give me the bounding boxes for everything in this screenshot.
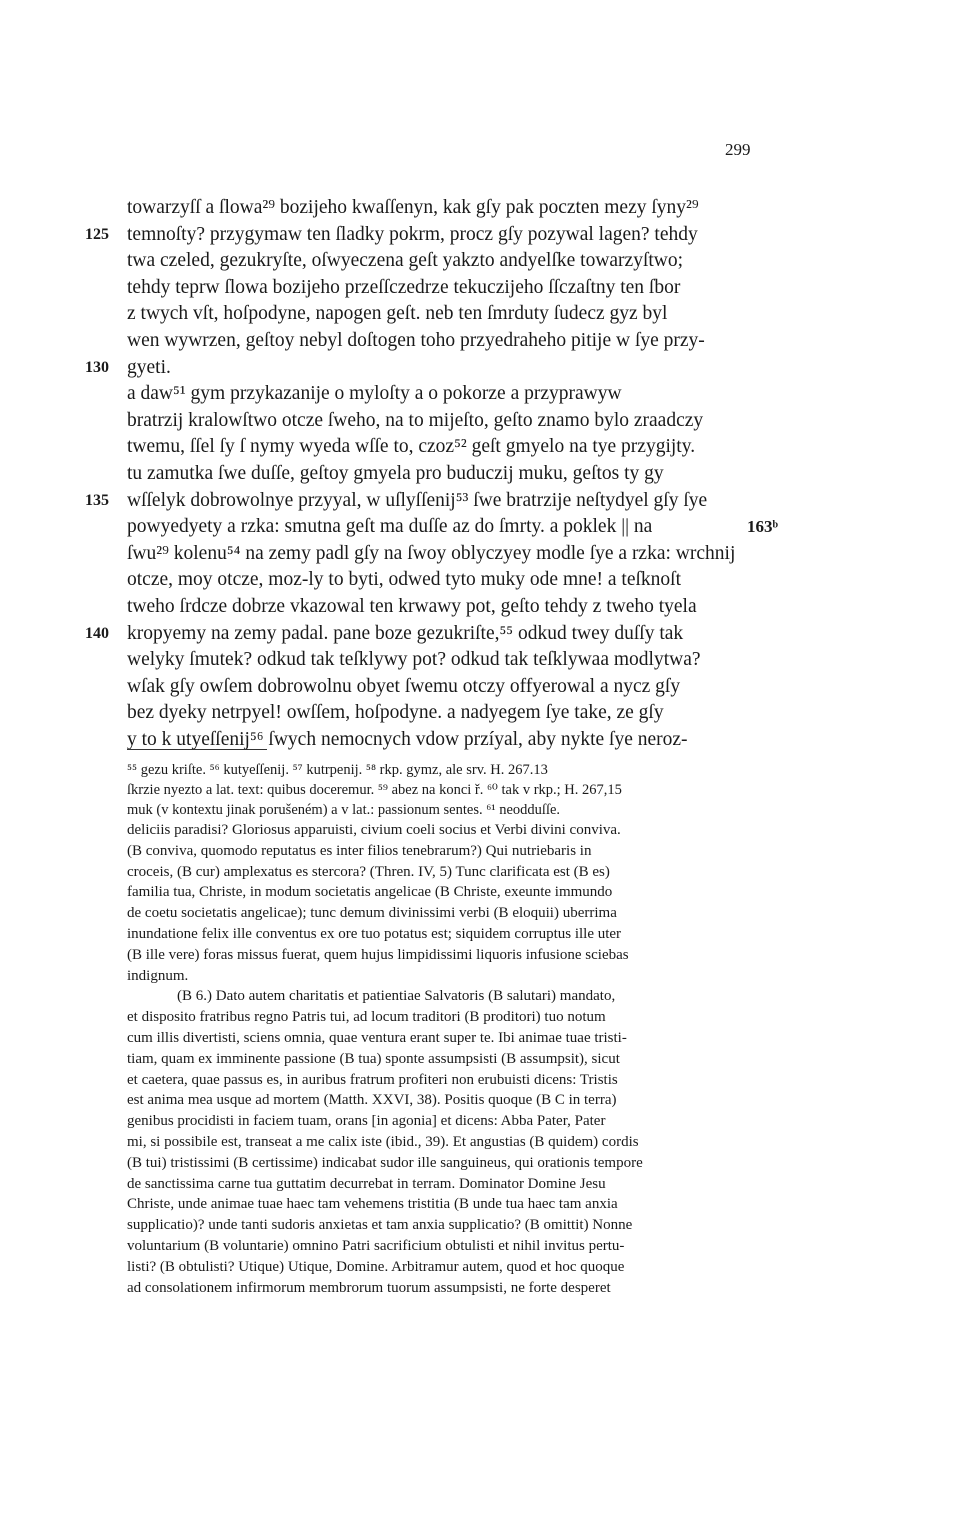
line-text: tehdy teprw ſlowa bozijeho przeſſczedrze tekuczijeho ſſczaſtny ten ſbor [127,276,681,298]
line-text: bratrzij kralowſtwo otcze ſweho, na to mijeſto, geſto znamo bylo zraadczy [127,409,704,431]
text-line [85,621,747,648]
text-line [85,488,747,515]
commentary-line: supplicatio)? unde tanti sudoris anxietas et tam anxia supplicatio? (B omittit) Nonne [127,1217,633,1234]
commentary-line: indignum. [127,967,189,984]
line-text: gyeti. [127,356,171,378]
line-text: otcze, moy otcze, moz-ly to byti, odwed tyto muky ode mne! a teſknoſt [127,569,681,591]
line-text: bez dyeky netrpyel! owſſem, hoſpodyne. a nadyegem ſye take, ze gſy [127,702,664,724]
commentary-line: croceis, (B cur) amplexatus es stercora? (Thren. IV, 5) Tunc clarificata est (B es) [127,863,610,880]
line-text: powyedyety a rzka: smutna geſt ma duſſe az do ſmrty. a poklek || na [127,516,653,538]
line-text: tu zamutka ſwe duſſe, geſtoy gmyela pro buduczij muku, geſtos ty gy [127,462,664,484]
text-line [127,594,747,621]
folio-margin-note: 163ᵇ [747,517,779,537]
line-text: y to k utyeſſenij⁵⁶ ſwych nemocnych vdow przíyal, aby nykte ſye neroz- [127,728,688,750]
text-line [127,461,747,488]
commentary-line: et caetera, quae passus es, in auribus fratrum profiteri non erubuisti dicens: Tristis [127,1071,618,1088]
text-line [127,408,747,435]
text-line [85,355,747,382]
line-text: twemu, ſſel ſy ſ nymy wyeda wſſe to, czoz⁵² geſt gmyelo na tye przygijty. [127,436,696,458]
text-line [127,567,747,594]
line-text: wſſelyk dobrowolnye przyyal, w uſlyſſenij⁵³ ſwe bratrzije neſtydyel gſy ſye [127,489,708,511]
text-line [127,328,747,355]
footnote-line: muk (v kontextu jinak porušeném) a v lat.: passionum sentes. ⁶¹ neodduſſe. [127,802,561,818]
commentary-line: familia tua, Christe, in modum societatis angelicae (B Christe, exeunte immundo [127,884,613,901]
text-line [127,434,747,461]
line-number: 130 [85,358,109,376]
commentary-line: ad consolationem infirmorum membrorum tuorum assumpsisti, ne forte desperet [127,1279,611,1296]
line-text: tweho ſrdcze dobrze vkazowal ten krwawy pot, geſto tehdy z tweho tyela [127,595,697,617]
footnote-line: ſkrzie nyezto a lat. text: quibus doceremur. ⁵⁹ abez na konci ř. ⁶⁰ tak v rkp.; H. 267,15 [127,782,622,798]
line-number: 140 [85,624,109,642]
text-line [127,647,747,674]
line-text: wſak gſy owſem dobrowolnu obyet ſwemu otczy offyerowal a nycz gſy [127,675,681,697]
line-text: wen wywrzen, geſtoy nebyl doſtogen toho przyedraheho pitije w ſye przy- [127,329,705,351]
commentary-line: deliciis paradisi? Gloriosus apparuisti, civium coeli socius et Verbi divini conviva. [127,822,621,838]
text-line [85,222,747,249]
commentary-line: de sanctissima carne tua guttatim decurrebat in terram. Dominator Domine Jesu [127,1175,606,1192]
footnote-line: ⁵⁵ gezu kriſte. ⁵⁶ kutyeſſenij. ⁵⁷ kutrpenij. ⁵⁸ rkp. gymz, ale srv. H. 267.13 [127,762,548,778]
text-line [127,674,747,701]
commentary-line: est anima mea usque ad mortem (Matth. XXVI, 38). Positis quoque (B C in terra) [127,1092,617,1109]
commentary-line: (B 6.) Dato autem charitatis et patientiae Salvatoris (B salutari) mandato, [177,988,616,1005]
line-text: ſwu²⁹ kolenu⁵⁴ na zemy padl gſy na ſwoy oblyczyey modle ſye a rzka: wrchnij [127,542,736,564]
commentary-line: et disposito fratribus regno Patris tui, ad locum traditori (B proditori) tuo notum [127,1009,606,1026]
line-text: a daw⁵¹ gym przykazanije o myloſty a o pokorze a przyprawyw [127,383,622,405]
text-line [127,195,747,222]
text-line [127,275,747,302]
latin-commentary [127,820,742,1298]
line-text: temnoſty? przygymaw ten ſladky pokrm, procz gſy pozywal lagen? tehdy [127,223,698,245]
line-text: twa czeled, gezukryſte, oſwyeczena geſt yakzto andyelſke towarzyſtwo; [127,250,684,272]
text-line [127,514,779,541]
commentary-line: listi? (B obtulisti? Utique) Utique, Domine. Arbitramur autem, quod et hoc quoque [127,1258,625,1275]
text-line [127,301,747,328]
footnote-rule [127,749,267,750]
commentary-line: inundatione felix ille conventus ex ore tuo potatus est; siquidem corruptus ille uter [127,925,622,942]
text-line [127,541,747,568]
commentary-line: voluntarium (B voluntarie) omnino Patri sacrificium obtulisti et nihil invitus pertu- [127,1237,625,1254]
commentary-line: de coetu societatis angelicae); tunc demum divinissimi verbi (B eloquii) uberrima [127,905,617,922]
commentary-line: Christe, unde animae tuae haec tam vehemens tristitia (B unde tua haec tam anxia [127,1196,618,1213]
commentary-line: tiam, quam ex imminente passione (B tua) sponte assumpsisti (B assumpsit), sicut [127,1050,620,1067]
text-line [127,700,747,727]
commentary-line: genibus procidisti in faciem tuam, orans [in agonia] et dicens: Abba Pater, Pater [127,1113,606,1130]
commentary-line: (B tui) tristissimi (B certissime) indicabat sudor ille sanguineus, qui orationis tempore [127,1154,643,1171]
commentary-line: cum illis divertisti, sciens omnia, quae ventura erant super te. Ibi animae tuae tristi- [127,1029,627,1046]
commentary-line: mi, si possibile est, transeat a me calix iste (ibid., 39). Et angustias (B quidem) cordis [127,1133,639,1150]
text-line [127,248,747,275]
line-text: welyky ſmutek? odkud tak teſklywy pot? odkud tak teſklywaa modlytwa? [127,649,701,671]
line-number: 125 [85,225,109,243]
line-text: towarzyſſ a ſlowa²⁹ bozijeho kwaſſenyn, kak gſy pak poczten mezy ſyny²⁹ [127,197,699,218]
footnotes [127,760,747,820]
line-text: kropyemy na zemy padal. pane boze gezukriſte,⁵⁵ odkud twey duſſy tak [127,622,684,644]
main-text [85,195,779,753]
line-number: 135 [85,491,109,509]
text-line [127,381,747,408]
page-number: 299 [725,140,751,159]
line-text: z twych vſt, hoſpodyne, napogen geſt. neb ten ſmrduty ſudecz gyz byl [127,303,668,325]
commentary-line: (B ille vere) foras missus fuerat, quem hujus limpidissimi liquoris infusione sciebas [127,946,629,963]
commentary-line: (B conviva, quomodo reputatus es inter filios tenebrarum?) Qui nutriebaris in [127,842,592,859]
